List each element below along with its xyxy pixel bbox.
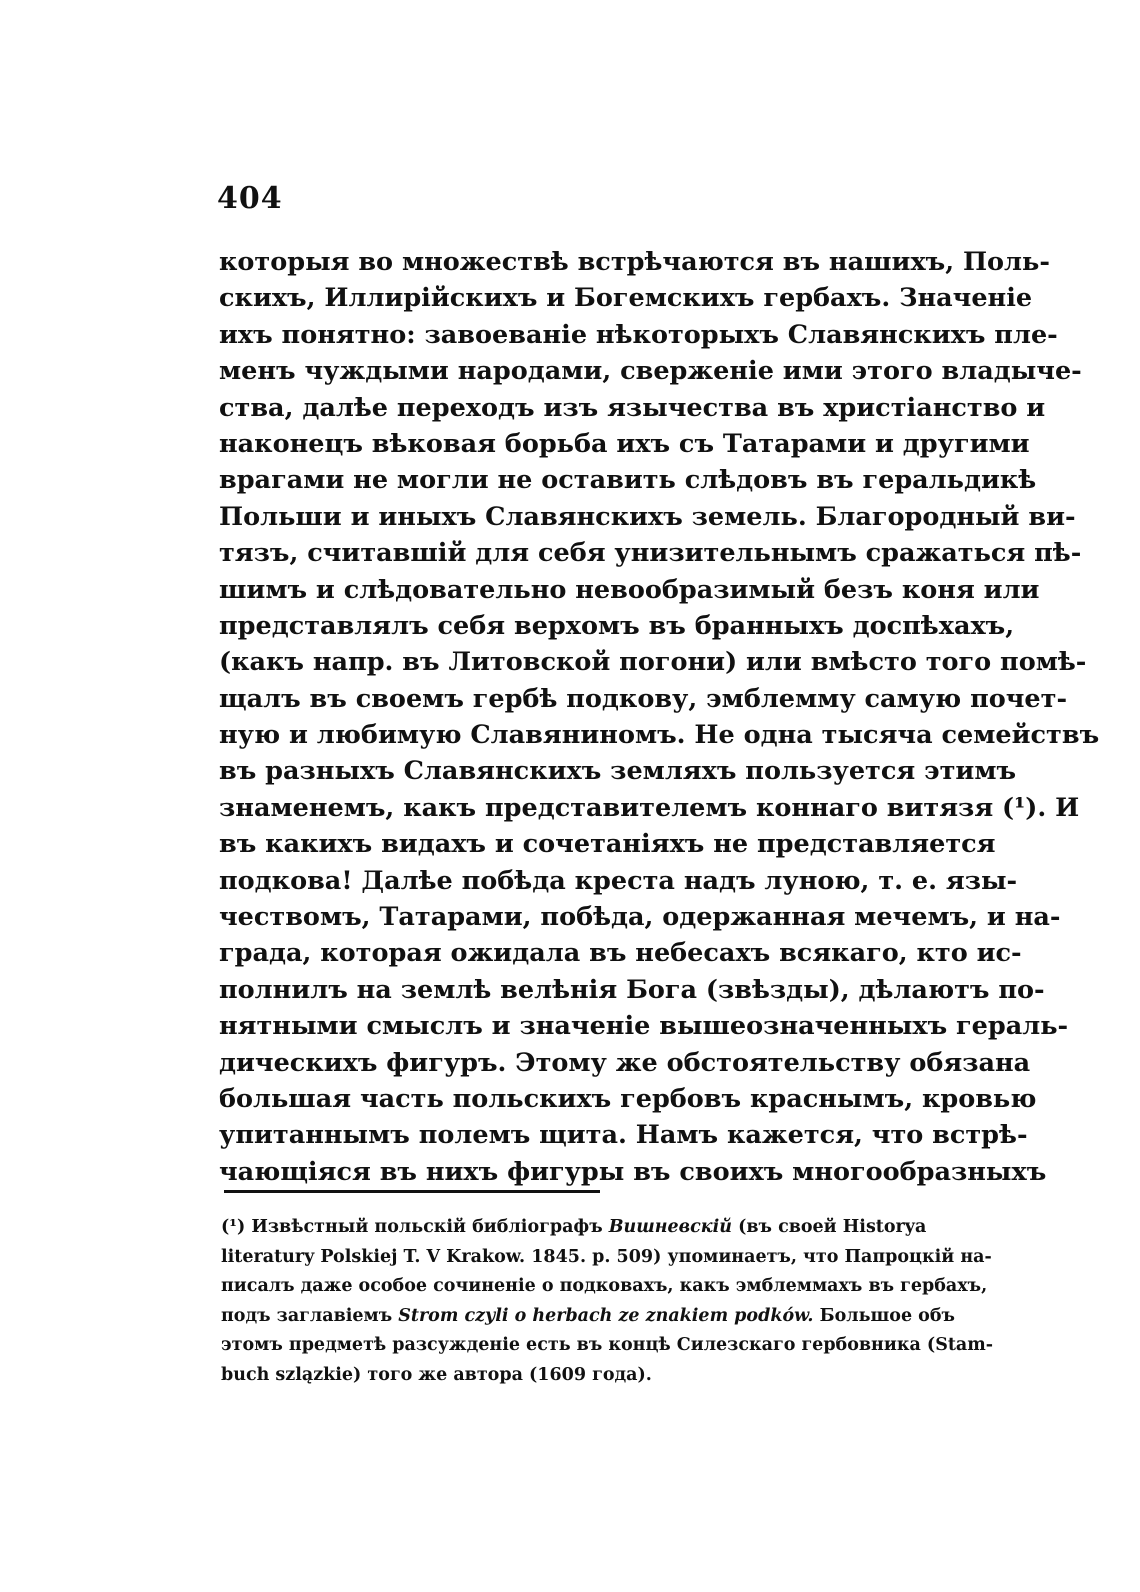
footnote-author-name: Вишневскій [608,1217,733,1237]
footnote-separator [224,1190,600,1193]
text-line: въ разныхъ Славянскихъ земляхъ пользуется этимъ [219,756,1017,787]
footnote [221,1213,994,1390]
text-line: подкова! Далѣе побѣда креста надъ луною, т. е. язы- [219,865,1018,896]
footnote-marker: (¹) [221,1217,246,1237]
footnote-line [221,1302,955,1332]
footnote-text: Извѣстный польскій библіографъ [251,1217,603,1237]
text-line: чающіяся въ нихъ фигуры въ своихъ многообразныхъ [219,1156,1047,1187]
text-line: наконецъ вѣковая борьба ихъ съ Татарами и другими [219,428,1030,459]
text-line: скихъ, Иллирійскихъ и Богемскихъ гербахъ. Значеніе [219,283,1033,314]
text-line: ства, далѣе переходъ изъ язычества въ христіанство и [219,392,1046,423]
text-line: менъ чуждыми народами, сверженіе ими этого владыче- [219,356,1082,387]
text-line: которыя во множествѣ встрѣчаются въ нашихъ, Поль- [219,247,1050,277]
text-line: большая часть польскихъ гербовъ краснымъ, кровью [219,1083,1037,1114]
text-line: щалъ въ своемъ гербѣ подкову, эмблемму самую почет- [219,683,1068,714]
text-line: шимъ и слѣдовательно невообразимый безъ коня или [219,574,1040,605]
text-line: ную и любимую Славяниномъ. Не одна тысяча семействъ [219,720,1100,751]
footnote-line: этомъ предметѣ разсужденіе есть въ концѣ Силезскаго гербовника (Stam- [221,1335,994,1355]
footnote-text: подъ заглавіемъ [221,1305,393,1326]
footnote-line: писалъ даже особое сочиненіе о подковахъ, какъ эмблеммахъ въ гербахъ, [221,1276,988,1296]
text-line: упитаннымъ полемъ щита. Намъ кажется, что встрѣ- [219,1120,1028,1151]
text-line: врагами не могли не оставить слѣдовъ въ геральдикѣ [219,465,1037,496]
text-line: въ какихъ видахъ и сочетаніяхъ не представляется [219,829,996,860]
text-line: града, которая ожидала въ небесахъ всякаго, кто ис- [219,938,1022,969]
text-line: полнилъ на землѣ велѣнія Бога (звѣзды), дѣлаютъ по- [219,974,1045,1005]
footnote-line [221,1213,927,1243]
footnote-text: Большое объ [819,1305,955,1326]
text-line: тязъ, считавшій для себя унизительнымъ сражаться пѣ- [219,538,1082,569]
footnote-book-title: Strom czyli o herbach ze znakiem podków. [398,1305,814,1326]
text-line: чествомъ, Татарами, побѣда, одержанная мечемъ, и на- [219,902,1061,933]
page-number: 404 [217,181,283,216]
text-line: Польши и иныхъ Славянскихъ земель. Благородный ви- [219,501,1076,532]
text-line: (какъ напр. въ Литовской погони) или вмѣсто того помѣ- [219,647,1087,678]
text-line: ихъ понятно: завоеваніе нѣкоторыхъ Славянскихъ пле- [219,319,1058,350]
body-text [219,244,1100,1190]
text-line: знаменемъ, какъ представителемъ коннаго витязя (¹). И [219,792,1080,823]
footnote-text: (въ своей Historya [738,1217,927,1237]
text-line: нятными смыслъ и значеніе вышеозначенныхъ гераль- [219,1011,1069,1042]
text-line: представлялъ себя верхомъ въ бранныхъ доспѣхахъ, [219,610,1015,641]
footnote-line: literatury Polskiej T. V Krakow. 1845. p. 509) упоминаетъ, что Папроцкій на- [221,1246,992,1267]
text-line: дическихъ фигуръ. Этому же обстоятельству обязана [219,1047,1031,1078]
footnote-line: buch szlązkie) того же автора (1609 года). [221,1364,652,1385]
